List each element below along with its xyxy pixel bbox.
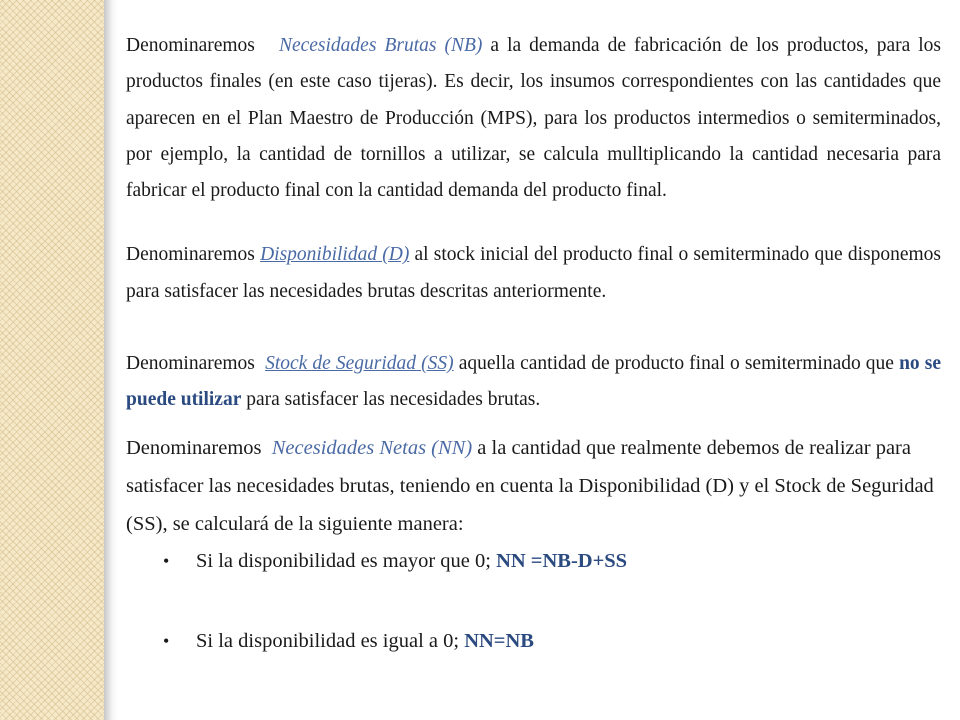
paragraph-disponibilidad bbox=[126, 237, 941, 310]
paragraph-lead: Denominaremos bbox=[126, 35, 255, 56]
paragraph-necesidades-brutas bbox=[126, 28, 941, 209]
emphasis-no-se-puede-utilizar: no se puede utilizar bbox=[126, 353, 941, 411]
paragraph-lead: Denominaremos bbox=[126, 353, 255, 375]
paragraph-lead: Denominaremos bbox=[126, 436, 262, 459]
bullet-dot-icon: • bbox=[163, 550, 170, 571]
bullet-formula: NN =NB-D+SS bbox=[496, 549, 628, 572]
bullet-text: Si la disponibilidad es mayor que 0; bbox=[196, 549, 491, 572]
bullet-dot-icon: • bbox=[163, 630, 170, 651]
paragraph-body-end: para satisfacer las necesidades brutas. bbox=[246, 389, 541, 411]
decorative-side-band bbox=[0, 0, 104, 720]
paragraph-body: a la demanda de fabricación de los productos, para los productos finales (en este caso tijeras). Es decir, los insumos correspondientes con las cantidades que aparecen en el Plan Maestro de Producción (MPS), para los productos intermedios o semiterminados, por ejemplo, la cantidad de tornillos a utilizar, se calcula mulltiplicando la cantidad necesaria para fabricar el producto final con la cantidad demanda del producto final. bbox=[126, 35, 942, 202]
paragraph-lead: Denominaremos bbox=[126, 244, 255, 266]
term-disponibilidad-link[interactable]: Disponibilidad (D) bbox=[260, 244, 410, 266]
bullet-item-disponibilidad-mayor bbox=[126, 543, 941, 579]
term-stock-seguridad-link[interactable]: Stock de Seguridad (SS) bbox=[265, 353, 454, 375]
paragraph-body: aquella cantidad de producto final o semiterminado que bbox=[458, 353, 894, 375]
term-necesidades-brutas: Necesidades Brutas (NB) bbox=[278, 35, 483, 56]
paragraph-necesidades-netas bbox=[126, 429, 941, 543]
paragraph-stock-seguridad bbox=[126, 346, 941, 419]
bullet-text: Si la disponibilidad es igual a 0; bbox=[196, 629, 460, 652]
paragraph-body: al stock inicial del producto final o semiterminado que disponemos para satisfacer las necesidades brutas descritas anteriormente. bbox=[126, 244, 941, 302]
side-band-shadow bbox=[104, 0, 118, 720]
slide-content bbox=[126, 28, 941, 659]
bullet-item-disponibilidad-igual bbox=[126, 623, 941, 659]
paragraph-body: a la cantidad que realmente debemos de realizar para satisfacer las necesidades brutas, teniendo en cuenta la Disponibilidad (D) y el Stock de Seguridad (SS), se calculará de la siguiente manera: bbox=[126, 436, 934, 535]
bullet-formula: NN=NB bbox=[464, 629, 534, 652]
term-necesidades-netas: Necesidades Netas (NN) bbox=[271, 436, 473, 459]
formula-bullet-list bbox=[126, 543, 941, 659]
